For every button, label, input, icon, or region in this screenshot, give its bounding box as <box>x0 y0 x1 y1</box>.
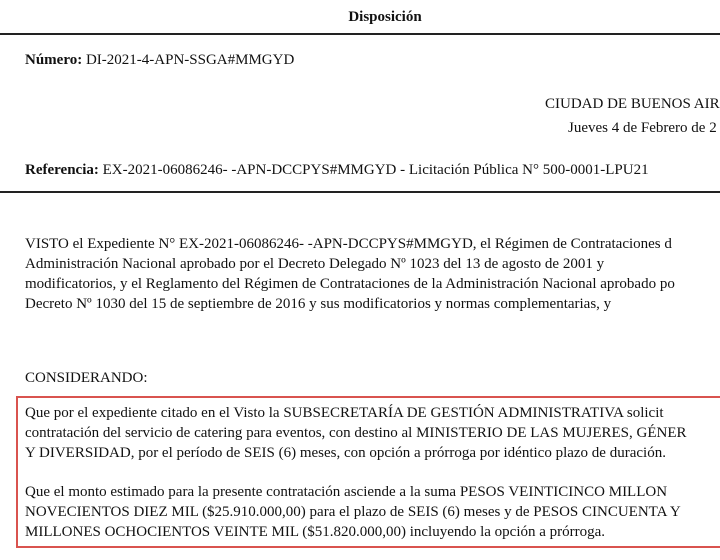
paragraph-line: Que por el expediente citado en el Visto la SUBSECRETARÍA DE GESTIÓN ADMINISTRATIVA solicit <box>25 405 664 421</box>
referencia-value: EX-2021-06086246- -APN-DCCPYS#MMGYD - Licitación Pública N° 500-0001-LPU21 <box>102 162 649 178</box>
paragraph-line: Que el monto estimado para la presente contratación asciende a la suma PESOS VEINTICINCO MILLON <box>25 484 668 500</box>
visto-paragraph <box>25 234 720 314</box>
considerando-heading: CONSIDERANDO: <box>25 370 148 386</box>
visto-line: Decreto Nº 1030 del 15 de septiembre de 2016 y sus modificatorios y normas complementarias, y <box>25 296 612 312</box>
paragraph-line: Y DIVERSIDAD, por el período de SEIS (6) meses, con opción a prórroga por idéntico plazo de duración. <box>25 445 666 461</box>
referencia-line <box>25 162 649 179</box>
visto-line: modificatorios, y el Reglamento del Régimen de Contrataciones de la Administración Nacional aprobado po <box>25 276 675 292</box>
visto-line: Administración Nacional aprobado por el Decreto Delegado Nº 1023 del 13 de agosto de 2001 y <box>25 256 605 272</box>
numero-value: DI-2021-4-APN-SSGA#MMGYD <box>85 52 295 68</box>
date: Jueves 4 de Febrero de 2 <box>568 120 717 136</box>
visto-line: VISTO el Expediente N° EX-2021-06086246- -APN-DCCPYS#MMGYD, el Régimen de Contrataciones d <box>25 236 672 252</box>
paragraph-line: NOVECIENTOS DIEZ MIL ($25.910.000,00) para el plazo de SEIS (6) meses y de PESOS CINCUENTA Y <box>25 504 681 520</box>
document-title: Disposición <box>348 9 422 25</box>
considerando-paragraph-1 <box>25 403 720 463</box>
paragraph-line: contratación del servicio de catering para eventos, con destino al MINISTERIO DE LAS MUJERES, GÉNER <box>25 425 687 441</box>
title-divider <box>0 33 720 35</box>
referencia-label: Referencia: <box>25 162 99 178</box>
considerando-paragraph-2 <box>25 482 720 542</box>
numero-line <box>25 52 294 69</box>
referencia-divider <box>0 191 720 193</box>
paragraph-line: MILLONES OCHOCIENTOS VEINTE MIL ($51.820.000,00) incluyendo la opción a prórroga. <box>25 524 606 540</box>
city: CIUDAD DE BUENOS AIR <box>545 96 720 112</box>
numero-label: Número: <box>25 52 83 68</box>
